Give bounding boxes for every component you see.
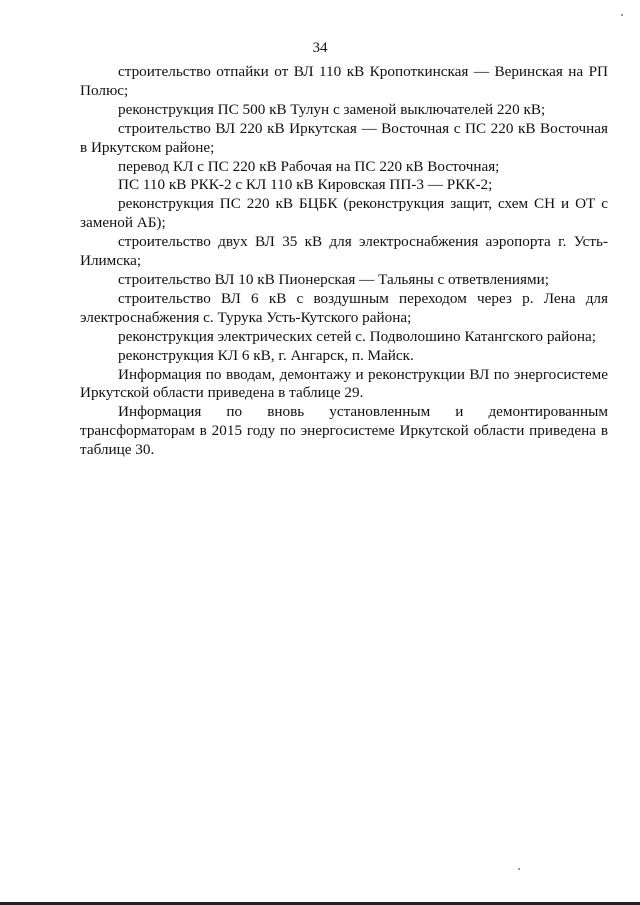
list-item: реконструкция электрических сетей с. Подволошино Катангского района; [118,327,596,345]
list-item: реконструкция ПС 220 кВ БЦБК (реконструкция защит, схем СН и ОТ с заменой АБ); [80,195,608,232]
page-number: 34 [312,40,328,56]
info-paragraph: Информация по вводам, демонтажу и реконструкции ВЛ по энергосистеме Иркутской области приведена в таблице 29. [80,365,608,402]
scan-speck [518,868,520,870]
body-text [80,63,608,460]
list-item: перевод КЛ с ПС 220 кВ Рабочая на ПС 220 кВ Восточная; [118,157,500,175]
list-item: реконструкция ПС 500 кВ Тулун с заменой выключателей 220 кВ; [118,100,546,118]
list-item: реконструкция КЛ 6 кВ, г. Ангарск, п. Майск. [118,346,414,364]
list-item: строительство ВЛ 6 кВ с воздушным переходом через р. Лена для электроснабжения с. Турука Усть-Кутского района; [80,289,608,326]
list-item: строительство двух ВЛ 35 кВ для электроснабжения аэропорта г. Усть-Илимска; [80,233,608,270]
info-paragraph: Информация по вновь установленным и демонтированным трансформаторам в 2015 году по энергосистеме Иркутской области приведена в таблице 30. [80,403,608,459]
list-item: ПС 110 кВ РКК-2 с КЛ 110 кВ Кировская ПП-3 — РКК-2; [118,176,493,194]
list-item: строительство ВЛ 220 кВ Иркутская — Восточная с ПС 220 кВ Восточная в Иркутском районе; [80,119,608,156]
list-item: строительство ВЛ 10 кВ Пионерская — Тальяны с ответвлениями; [118,270,549,288]
scan-speck [621,14,623,16]
list-item: строительство отпайки от ВЛ 110 кВ Кропоткинская — Веринская на РП Полюс; [80,63,608,99]
